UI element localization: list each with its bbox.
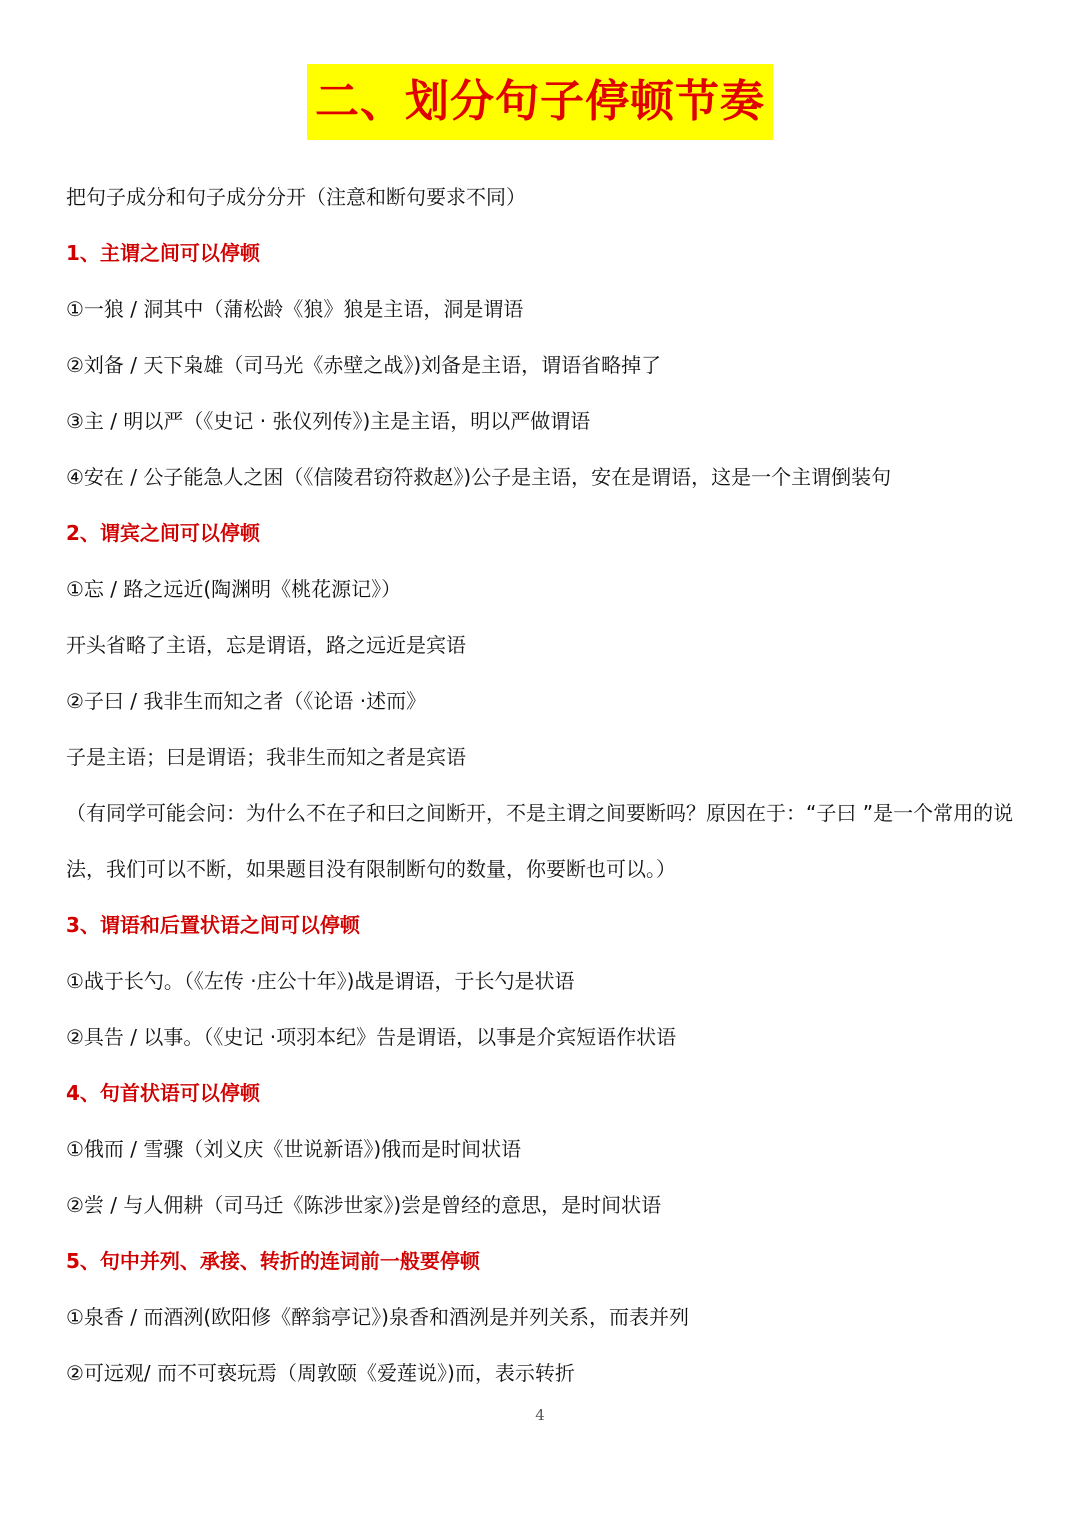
example-line: ②子曰 / 我非生而知之者（《论语 ·述而》 (66, 689, 427, 713)
explanation-line: 子是主语；曰是谓语；我非生而知之者是宾语 (66, 745, 466, 769)
example-line: ④安在 / 公子能急人之困（《信陵君窃符救赵》)公子是主语，安在是谓语，这是一个主谓倒装句 (66, 465, 892, 489)
section-heading-5: 5、句中并列、承接、转折的连词前一般要停顿 (66, 1249, 480, 1273)
explanation-line: 开头省略了主语，忘是谓语，路之远近是宾语 (66, 633, 466, 657)
example-line: ②具告 / 以事。（《史记 ·项羽本纪》告是谓语，以事是介宾短语作状语 (66, 1025, 677, 1049)
section-heading-2: 2、谓宾之间可以停顿 (66, 521, 260, 545)
example-line: ②刘备 / 天下枭雄（司马光《赤壁之战》)刘备是主语，谓语省略掉了 (66, 353, 662, 377)
example-line: ①泉香 / 而酒洌(欧阳修《醉翁亭记》)泉香和酒洌是并列关系，而表并列 (66, 1305, 689, 1329)
example-line: ①战于长勺。（《左传 ·庄公十年》)战是谓语，于长勺是状语 (66, 969, 575, 993)
example-line: ②可远观/ 而不可亵玩焉（周敦颐《爱莲说》)而，表示转折 (66, 1361, 575, 1385)
example-line: ③主 / 明以严（《史记 · 张仪列传》)主是主语，明以严做谓语 (66, 409, 591, 433)
example-line: ①忘 / 路之远近(陶渊明《桃花源记》） (66, 577, 402, 601)
section-heading-4: 4、句首状语可以停顿 (66, 1081, 260, 1105)
section-heading-1: 1、主谓之间可以停顿 (66, 241, 260, 265)
document-body (66, 169, 1026, 1401)
example-line: ①一狼 / 洞其中（蒲松龄《狼》狼是主语，洞是谓语 (66, 297, 524, 321)
example-line: ②尝 / 与人佣耕（司马迁《陈涉世家》)尝是曾经的意思，是时间状语 (66, 1193, 662, 1217)
example-line: ①俄而 / 雪骤（刘义庆《世说新语》)俄而是时间状语 (66, 1137, 522, 1161)
note-paragraph: （有同学可能会问：为什么不在子和曰之间断开，不是主谓之间要断吗？原因在于：“子曰 ”是一个常用的说法，我们可以不断，如果题目没有限制断句的数量，你要断也可以。） (66, 801, 1014, 881)
page-number: 4 (535, 1406, 545, 1424)
page-title: 二、划分句子停顿节奏 (307, 64, 773, 140)
title-container (0, 64, 1080, 140)
section-heading-3: 3、谓语和后置状语之间可以停顿 (66, 913, 360, 937)
intro-text: 把句子成分和句子成分分开（注意和断句要求不同） (66, 185, 526, 209)
